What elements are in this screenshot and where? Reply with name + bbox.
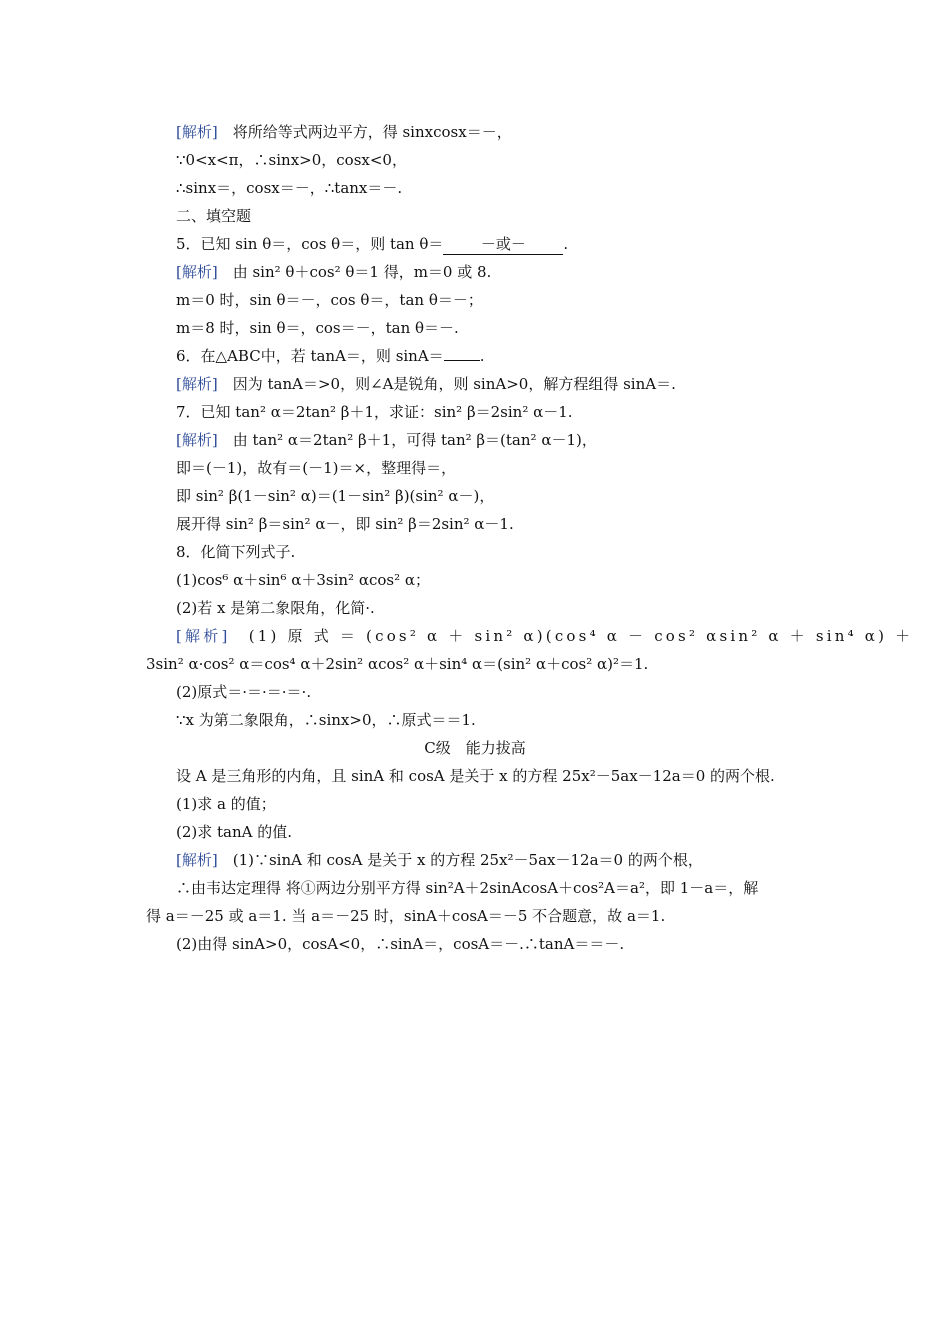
text-line: (2)求 tanA 的值. (176, 823, 293, 841)
text-line: ∵0<x<π，∴sinx>0，cosx<0， (176, 151, 407, 169)
text-line: ∴sinx＝，cosx＝－，∴tanx＝－. (176, 179, 403, 197)
line-text: (1)∵sinA 和 cosA 是关于 x 的方程 25x²－5ax－12a＝0 的两个根， (217, 851, 703, 869)
analysis-line (176, 430, 597, 450)
line-text: 将所给等式两边平方，得 sinxcosx＝－， (217, 123, 512, 141)
question-5 (176, 234, 568, 254)
text-line: (1)cos⁶ α＋sin⁶ α＋3sin² αcos² α； (176, 571, 431, 589)
analysis-line (176, 122, 512, 142)
text-line: (2)若 x 是第二象限角，化简·. (176, 599, 375, 617)
section-heading: C级 能力拔高 (424, 739, 526, 757)
analysis-line (176, 262, 491, 282)
text-line: m＝0 时，sin θ＝－，cos θ＝，tan θ＝－； (176, 291, 483, 309)
line-text: 因为 tanA＝>0，则∠A是锐角，则 sinA>0，解方程组得 sinA＝. (217, 375, 676, 393)
text-line: 即＝(－1)，故有＝(－1)＝×，整理得＝， (176, 459, 457, 477)
problem-statement: 设 A 是三角形的内角，且 sinA 和 cosA 是关于 x 的方程 25x²－5ax－12a＝0 的两个根. (176, 767, 775, 785)
line-text: 6．在△ABC中，若 tanA＝，则 sinA＝ (176, 347, 444, 365)
text-line: (2)原式＝·＝·＝·＝·. (176, 683, 312, 701)
text-line: ∴由韦达定理得 将①两边分别平方得 sin²A＋2sinAcosA＋cos²A＝a²，即 1－a＝，解 (176, 879, 759, 897)
line-text: . (479, 347, 485, 365)
analysis-line (176, 626, 913, 646)
text-line: m＝8 时，sin θ＝，cos＝－，tan θ＝－. (176, 319, 459, 337)
answer-blank (444, 360, 480, 361)
line-text: 由 sin² θ＋cos² θ＝1 得，m＝0 或 8. (217, 263, 492, 281)
analysis-tag: [解析] (176, 431, 218, 449)
analysis-tag: [解析] (176, 375, 218, 393)
line-text: . (563, 235, 569, 253)
question-6 (176, 346, 484, 366)
text-line: ∵x 为第二象限角，∴sinx>0，∴原式＝＝1. (176, 711, 476, 729)
text-line: 3sin² α·cos² α＝cos⁴ α＋2sin² αcos² α＋sin⁴ α＝(sin² α＋cos² α)²＝1. (146, 655, 649, 673)
text-line: 得 a＝－25 或 a＝1. 当 a＝－25 时，sinA＋cosA＝－5 不合题意，故 a＝1. (146, 907, 666, 925)
text-line: 即 sin² β(1－sin² α)＝(1－sin² β)(sin² α－)， (176, 487, 495, 505)
analysis-tag: [解析] (176, 627, 231, 645)
text-line: 展开得 sin² β＝sin² α－，即 sin² β＝2sin² α－1. (176, 515, 514, 533)
analysis-tag: [解析] (176, 263, 218, 281)
question-8: 8．化简下列式子. (176, 543, 296, 561)
analysis-line (176, 850, 703, 870)
analysis-tag: [解析] (176, 123, 218, 141)
text-line: (1)求 a 的值； (176, 795, 276, 813)
line-text: (1) 原 式 ＝ (cos² α ＋ sin² α)(cos⁴ α － cos² αsin² α ＋ sin⁴ α) ＋ (230, 627, 914, 645)
line-text: 5．已知 sin θ＝，cos θ＝，则 tan θ＝ (176, 235, 444, 253)
analysis-line (176, 374, 676, 394)
answer-blank: －或－ (443, 234, 563, 255)
analysis-tag: [解析] (176, 851, 218, 869)
text-line: (2)由得 sinA>0，cosA<0，∴sinA＝，cosA＝－.∴tanA＝＝－. (176, 935, 625, 953)
line-text: 由 tan² α＝2tan² β＋1，可得 tan² β＝(tan² α－1)， (217, 431, 597, 449)
section-heading: 二、填空题 (176, 207, 252, 225)
question-7: 7．已知 tan² α＝2tan² β＋1，求证：sin² β＝2sin² α－1. (176, 403, 573, 421)
